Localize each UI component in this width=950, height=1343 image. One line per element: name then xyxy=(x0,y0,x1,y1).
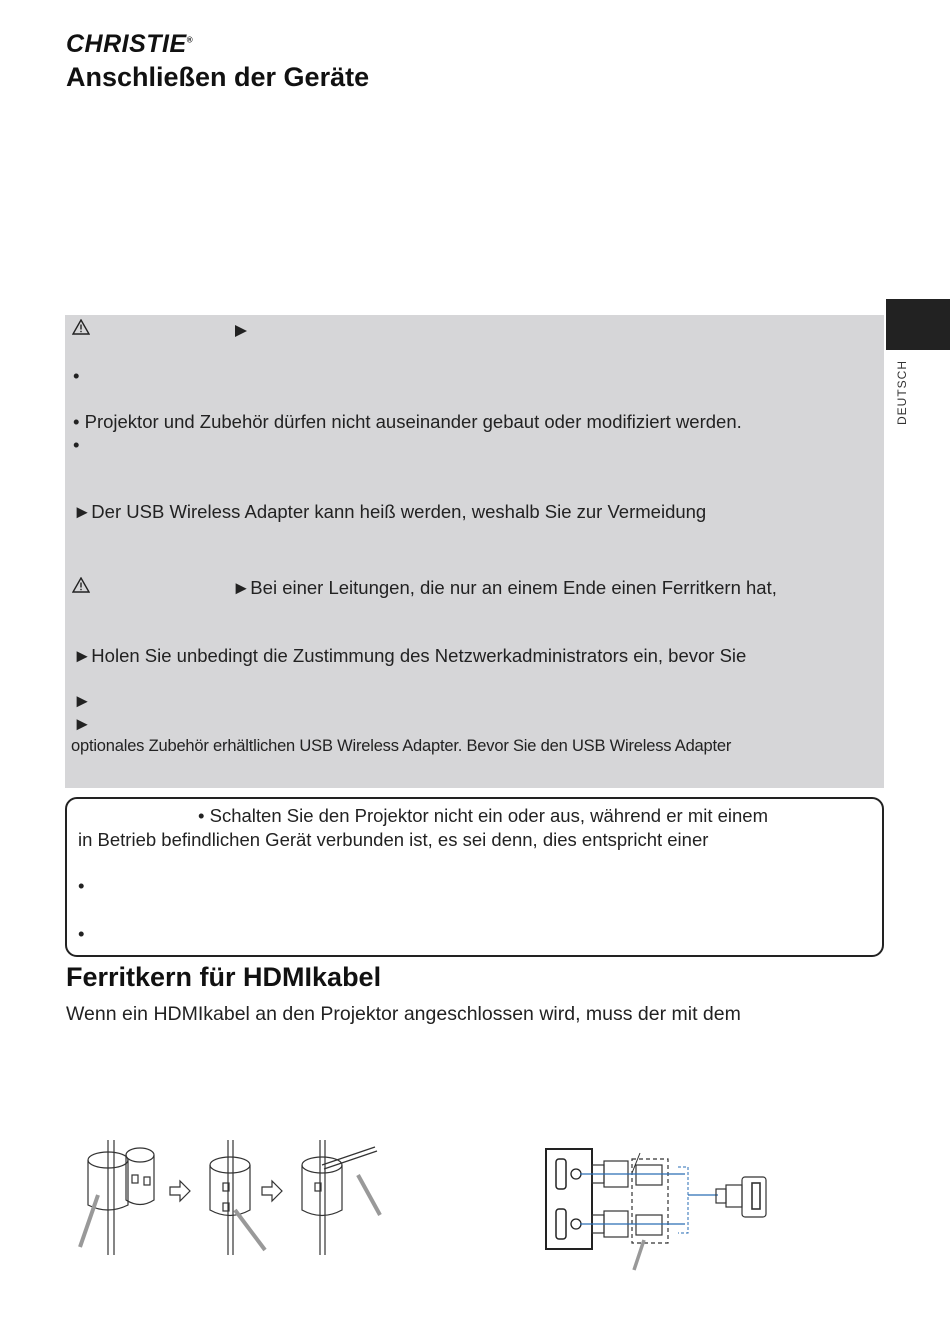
language-tab-label: DEUTSCH xyxy=(895,359,909,425)
warning-line-usb-hot: ►Der USB Wireless Adapter kann heiß werden, weshalb Sie zur Vermeidung xyxy=(73,501,707,522)
ferrite-core-steps-figure xyxy=(70,1135,390,1260)
arrow-marker-b: ► xyxy=(73,713,92,734)
note-bullet-3: • xyxy=(78,875,85,896)
warning-line-optional: optionales Zubehör erhältlichen USB Wireless Adapter. Bevor Sie den USB Wireless Adapter xyxy=(71,737,732,755)
note-line-2: in Betrieb befindlichen Gerät verbunden ist, es sei denn, dies entspricht einer xyxy=(78,829,709,850)
warning-box xyxy=(65,315,884,788)
bullet-empty-1: • xyxy=(73,365,80,386)
hdmi-connection-figure xyxy=(540,1145,780,1275)
language-tab xyxy=(886,299,950,350)
caution-triangle-icon xyxy=(72,577,90,593)
warning-line-projector: • Projektor und Zubehör dürfen nicht auseinander gebaut oder modifiziert werden. xyxy=(73,411,742,432)
note-bullet-4: • xyxy=(78,923,85,944)
arrow-marker-a: ► xyxy=(73,690,92,711)
christie-logo: CHRISTIE® xyxy=(66,30,194,58)
warning-line-ferrite: ►Bei einer Leitungen, die nur an einem Ende einen Ferritkern hat, xyxy=(232,577,777,598)
warning-line-network: ►Holen Sie unbedingt die Zustimmung des Netzwerkadministrators ein, bevor Sie xyxy=(73,645,747,666)
play-arrow-icon xyxy=(234,324,248,338)
page-title: Anschließen der Geräte xyxy=(66,62,370,92)
note-line-1: • Schalten Sie den Projektor nicht ein oder aus, während er mit einem xyxy=(198,805,769,826)
section-title: Ferritkern für HDMIkabel xyxy=(66,962,382,992)
note-box xyxy=(65,797,884,957)
section-text: Wenn ein HDMIkabel an den Projektor angeschlossen wird, muss der mit dem xyxy=(66,1003,741,1025)
warning-triangle-icon xyxy=(72,319,90,335)
bullet-empty-2: • xyxy=(73,434,80,455)
